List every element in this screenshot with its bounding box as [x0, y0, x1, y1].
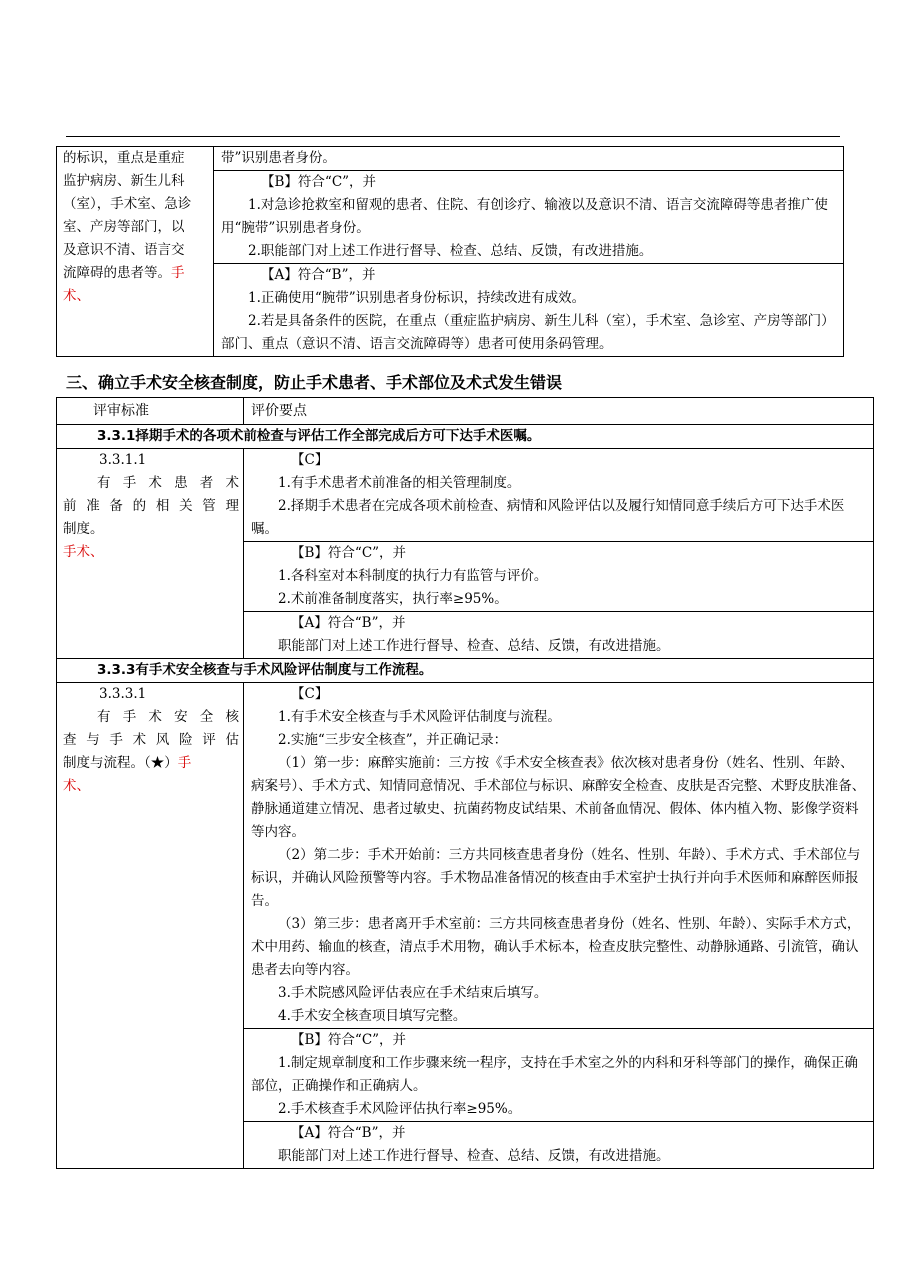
- grade-b-item: 1.各科室对本科制度的执行力有监管与评价。: [278, 568, 548, 584]
- grade-a-cell: [214, 264, 844, 357]
- grade-c-title: 【C】: [291, 452, 329, 468]
- red-annotation: 术、: [63, 778, 90, 794]
- grade-c-item: （1）第一步：麻醉实施前：三方按《手术安全核查表》依次核对患者身份（姓名、性别、年龄、病案号）、手术方式、知情同意情况、手术部位与标识、麻醉安全检查、皮肤是否完整、术野皮肤准备、静脉通道建立情况、患者过敏史、抗菌药物皮试结果、术前备血情况、假体、体内植入物、影像学资料等内容。: [251, 755, 866, 840]
- standard-line: 制度与流程。（★）: [63, 755, 178, 771]
- grade-a-item: 职能部门对上述工作进行督导、检查、总结、反馈，有改进措施。: [278, 638, 670, 654]
- grade-a-title: 【A】符合“B”，并: [291, 615, 406, 631]
- standard-line: 流障碍的患者等。: [63, 265, 171, 281]
- grade-b-title: 【B】符合“C”，并: [291, 1032, 407, 1048]
- standard-line: 及意识不清、语言交: [63, 242, 185, 258]
- grade-a-item: 2.若是具备条件的医院，在重点（重症监护病房、新生儿科（室），手术室、急诊室、产房等部门）部门、重点（意识不清、语言交流障碍等）患者可使用条码管理。: [221, 313, 835, 352]
- c-tail-text: 带”识别患者身份。: [221, 150, 336, 166]
- grade-c-item: 4.手术安全核查项目填写完整。: [278, 1008, 467, 1024]
- section-3-3-1-title: 3.3.1择期手术的各项术前检查与评估工作全部完成后方可下达手术医嘱。: [57, 425, 874, 449]
- grade-b-cell: [214, 171, 844, 264]
- red-annotation: 手术、: [63, 265, 185, 304]
- grade-c-item: 3.手术院感风险评估表应在手术结束后填写。: [278, 985, 548, 1001]
- section-heading: 三、确立手术安全核查制度，防止手术患者、手术部位及术式发生错误: [66, 373, 563, 392]
- grade-c-item: 2.择期手术患者在完成各项术前检查、病情和风险评估以及履行知情同意手续后方可下达手术医嘱。: [251, 498, 845, 537]
- grade-c-title: 【C】: [291, 686, 329, 702]
- grade-b-item: 2.术前准备制度落实，执行率≥95%。: [278, 591, 508, 607]
- grade-c-item: （3）第三步：患者离开手术室前：三方共同核查患者身份（姓名、性别、年龄）、实际手术方式，术中用药、输血的核查，清点手术用物，确认手术标本，检查皮肤完整性、动静脉通路、引流管，确认患者去向等内容。: [251, 916, 861, 978]
- standard-line: 有手术患者术: [97, 475, 239, 491]
- grade-b-title: 【B】符合“C”，并: [261, 174, 377, 190]
- standard-cell: [57, 449, 244, 659]
- grade-c-cell: [244, 449, 874, 542]
- column-header-points: 评价要点: [244, 398, 874, 425]
- grade-c-item: 2.实施“三步安全核查”，并正确记录：: [278, 732, 508, 748]
- grade-a-title: 【A】符合“B”，并: [261, 267, 376, 283]
- standard-line: 前准备的相关管理: [63, 498, 239, 514]
- section-3-3-3-title: 3.3.3有手术安全核查与手术风险评估制度与工作流程。: [57, 659, 874, 683]
- header-rule: [66, 136, 840, 137]
- standard-line: （室），手术室、急诊: [63, 196, 192, 212]
- standard-line: 查与手术风险评估: [63, 732, 239, 748]
- surgery-safety-table: [56, 397, 874, 1169]
- standard-line: 制度。: [63, 521, 104, 537]
- standard-cell: [57, 147, 214, 357]
- standard-line: 的标识，重点是重症: [63, 150, 185, 166]
- grade-c-item: 1.有手术安全核查与手术风险评估制度与流程。: [278, 709, 561, 725]
- grade-c-tail: [214, 147, 844, 171]
- grade-a-cell: [244, 612, 874, 659]
- grade-b-item: 1.制定规章制度和工作步骤来统一程序，支持在手术室之外的内科和牙科等部门的操作，确保正确部位，正确操作和正确病人。: [251, 1055, 858, 1094]
- grade-a-title: 【A】符合“B”，并: [291, 1125, 406, 1141]
- grade-c-item: （2）第二步：手术开始前：三方共同核查患者身份（姓名、性别、年龄）、手术方式、手术部位与标识，并确认风险预警等内容。手术物品准备情况的核查由手术室护士执行并向手术医师和麻醉医师报告。: [251, 847, 861, 909]
- standard-line: 室、产房等部门，以: [63, 219, 185, 235]
- red-annotation: 手: [177, 755, 192, 771]
- standard-line: 有手术安全核: [97, 709, 239, 725]
- standard-line: 监护病房、新生儿科: [63, 173, 185, 189]
- continued-standards-table: [56, 146, 844, 357]
- red-annotation: 手术、: [63, 544, 104, 560]
- grade-a-item: 职能部门对上述工作进行督导、检查、总结、反馈，有改进措施。: [278, 1148, 670, 1164]
- grade-a-item: 1.正确使用“腕带”识别患者身份标识，持续改进有成效。: [248, 290, 586, 306]
- grade-b-title: 【B】符合“C”，并: [291, 545, 407, 561]
- standard-cell: [57, 683, 244, 1169]
- grade-b-cell: [244, 1029, 874, 1122]
- standard-code: 3.3.1.1: [99, 452, 147, 468]
- grade-c-item: 1.有手术患者术前准备的相关管理制度。: [278, 475, 521, 491]
- grade-c-cell: [244, 683, 874, 1029]
- grade-a-cell: [244, 1122, 874, 1169]
- grade-b-item: 2.手术核查手术风险评估执行率≥95%。: [278, 1101, 522, 1117]
- column-header-standard: 评审标准: [57, 398, 244, 425]
- grade-b-item: 2.职能部门对上述工作进行督导、检查、总结、反馈，有改进措施。: [248, 243, 653, 259]
- grade-b-cell: [244, 542, 874, 612]
- standard-code: 3.3.3.1: [99, 686, 147, 702]
- grade-b-item: 1.对急诊抢救室和留观的患者、住院、有创诊疗、输液以及意识不清、语言交流障碍等患者推广使用“腕带”识别患者身份。: [221, 197, 828, 236]
